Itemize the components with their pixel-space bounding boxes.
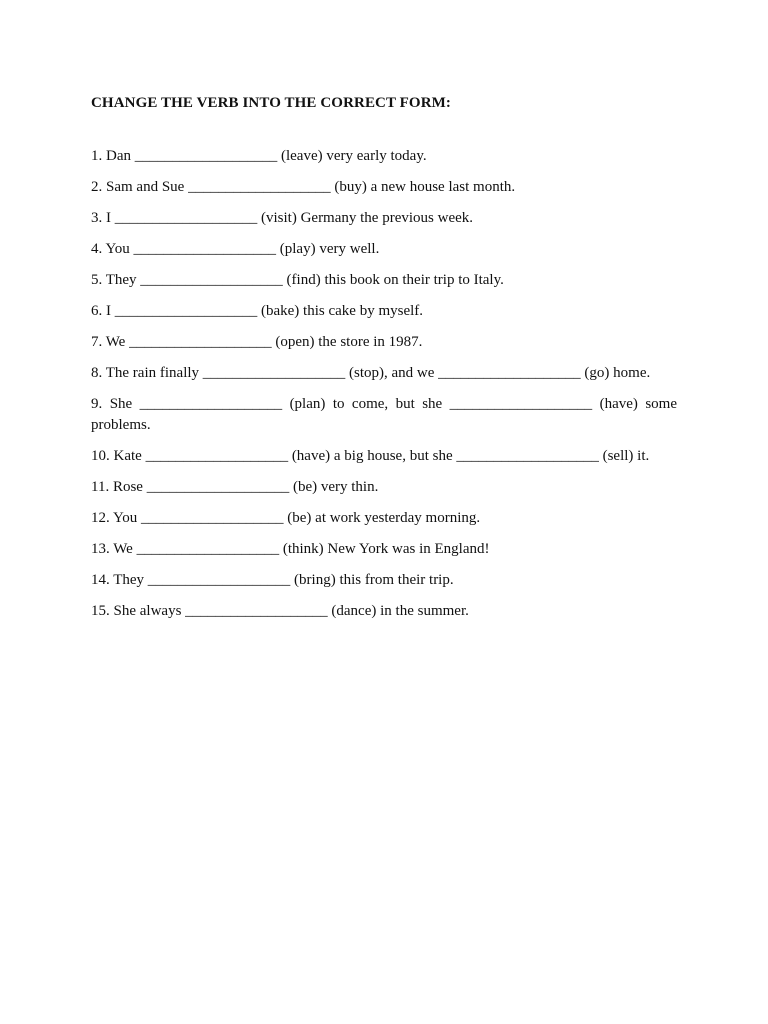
exercise-list	[91, 146, 677, 622]
exercise-item-7: 7. We ___________________ (open) the store in 1987.	[91, 334, 423, 350]
exercise-item-9: 9. She ___________________ (plan) to come, but she ___________________ (have) some problems.	[91, 396, 677, 433]
exercise-item-13: 13. We ___________________ (think) New York was in England!	[91, 541, 490, 557]
exercise-item-6: 6. I ___________________ (bake) this cake by myself.	[91, 303, 424, 319]
exercise-item-15: 15. She always ___________________ (dance) in the summer.	[91, 603, 469, 619]
exercise-item-10: 10. Kate ___________________ (have) a big house, but she ___________________ (sell) it.	[91, 448, 650, 464]
exercise-item-12: 12. You ___________________ (be) at work yesterday morning.	[91, 510, 481, 526]
exercise-item-11: 11. Rose ___________________ (be) very thin.	[91, 479, 379, 495]
exercise-item-4: 4. You ___________________ (play) very well.	[91, 241, 380, 257]
exercise-item-5: 5. They ___________________ (find) this book on their trip to Italy.	[91, 272, 504, 288]
exercise-item-3: 3. I ___________________ (visit) Germany the previous week.	[91, 210, 474, 226]
exercise-item-14: 14. They ___________________ (bring) this from their trip.	[91, 572, 454, 588]
worksheet-title: CHANGE THE VERB INTO THE CORRECT FORM:	[91, 95, 451, 111]
exercise-item-1: 1. Dan ___________________ (leave) very early today.	[91, 148, 427, 164]
exercise-item-2: 2. Sam and Sue ___________________ (buy) a new house last month.	[91, 179, 516, 195]
worksheet-page	[91, 93, 677, 632]
exercise-item-8: 8. The rain finally ___________________ (stop), and we ___________________ (go) home.	[91, 365, 651, 381]
